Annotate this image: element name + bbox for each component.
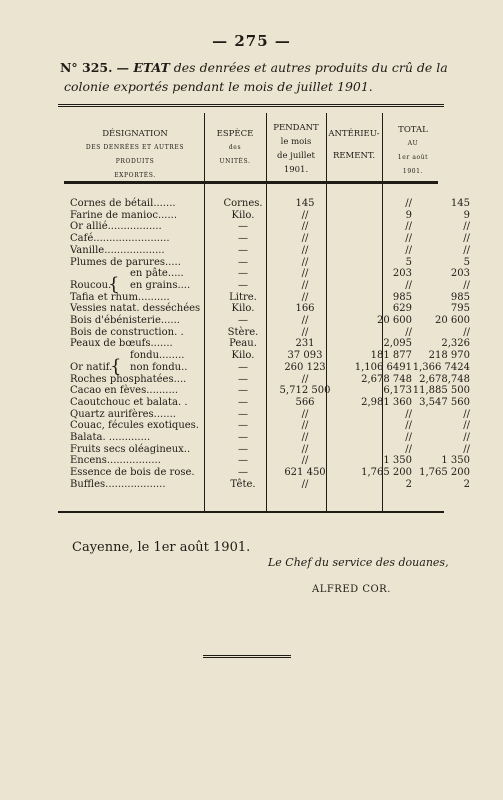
cell-c3: 2,326 (441, 338, 470, 350)
cell-unit: Peau. (229, 338, 257, 350)
cell-c1: 566 (295, 396, 315, 408)
cell-c2: 20 600 (377, 315, 412, 326)
cell-c2: 2,981 360 (361, 396, 412, 408)
table-row (70, 408, 470, 420)
cell-unit: — (238, 279, 248, 291)
cell-c1: // (301, 408, 309, 420)
table-row (70, 467, 470, 479)
cell-c1: 231 (295, 338, 315, 350)
table-row (70, 420, 470, 432)
table-row (70, 455, 470, 467)
cell-name: en grains.... (130, 279, 191, 291)
cell-c2: // (405, 443, 412, 455)
table-row (70, 315, 470, 326)
cell-c1: 37 093 (287, 350, 323, 362)
cell-c1: 5,712 500 (279, 385, 331, 397)
cell-c2: 9 (405, 209, 412, 221)
cell-name: Encens................. (70, 455, 161, 467)
cell-c1: // (301, 455, 309, 467)
cell-name: Caoutchouc et balata. . (70, 396, 188, 408)
cell-unit: — (238, 361, 248, 373)
cell-name: Farine de manioc...... (70, 209, 178, 221)
cell-unit: — (238, 408, 248, 420)
cell-c1: // (301, 478, 309, 490)
cell-name: Café........................ (70, 233, 170, 245)
cell-c2: 203 (392, 268, 412, 280)
table-row (70, 221, 470, 233)
group-label-roucou: Roucou. { (70, 274, 120, 295)
cell-c2: 1 350 (383, 455, 412, 467)
cell-c3: // (463, 233, 470, 245)
cell-name: Essence de bois de rose. (70, 467, 195, 479)
cell-c2: 6,173 (383, 385, 412, 397)
cell-unit: — (238, 315, 248, 326)
cell-unit: — (238, 244, 248, 256)
cell-c3: 1 350 (441, 455, 470, 467)
header-pendant: PENDANT le mois de juillet 1901. (273, 123, 319, 175)
cell-unit: Stère. (227, 326, 259, 338)
cell-name: Buffles................... (70, 478, 166, 490)
cell-c3: 2 (463, 478, 470, 490)
cell-c2: 1,765 200 (361, 467, 412, 479)
cell-name: Couac, fécules exotiques. (70, 420, 199, 432)
table-row (70, 350, 470, 362)
group-label-or: Or natif. { (70, 356, 122, 377)
cell-c1: // (301, 291, 309, 303)
cell-c2: // (405, 244, 412, 256)
place-date: Cayenne, le 1er août 1901. (72, 540, 251, 555)
cell-c3: 20 600 (435, 315, 470, 326)
cell-c1: // (301, 233, 309, 245)
brace: { (110, 356, 122, 377)
cell-name: Vanille................... (70, 244, 165, 256)
table-row (70, 432, 470, 443)
heading-etat: — ETAT (116, 60, 170, 75)
cell-c1: // (301, 315, 309, 326)
cell-name: Bois de construction. . (70, 326, 184, 338)
cell-unit: — (238, 373, 248, 385)
cell-c3: 218 970 (428, 350, 470, 362)
export-table (58, 104, 470, 513)
cell-name: Roches phosphatées.... (70, 373, 187, 385)
cell-c3: // (463, 420, 470, 432)
cell-unit: — (238, 221, 248, 233)
cell-c3: 1,765 200 (419, 467, 470, 479)
table-row (70, 326, 470, 338)
table-row (70, 443, 470, 455)
cell-unit: — (238, 420, 248, 432)
cell-name: Bois d'ébénisterie...... (70, 315, 180, 326)
header-anterieurement: ANTÉRIEU- REMENT. (328, 129, 380, 161)
cell-c1: // (301, 221, 309, 233)
table-row (70, 373, 470, 385)
cell-unit: — (238, 443, 248, 455)
cell-c1: // (301, 209, 309, 221)
cell-name: Balata. ............. (70, 432, 151, 443)
cell-name: Tafia et rhum.......... (70, 291, 170, 303)
cell-unit: — (238, 385, 248, 397)
cell-c3: // (463, 221, 470, 233)
cell-unit: Cornes. (223, 198, 263, 209)
cell-unit: — (238, 467, 248, 479)
cell-c3: // (463, 432, 470, 443)
cell-name: Plumes de parures..... (70, 256, 181, 268)
table-row (70, 385, 470, 397)
table-row (70, 233, 470, 245)
page-number: — 275 — (212, 32, 291, 50)
cell-c2: 629 (392, 303, 412, 315)
cell-c3: 1,366 7424 (412, 361, 470, 373)
cell-c1: 260 123 (284, 361, 326, 373)
cell-c1: // (301, 244, 309, 256)
brace: { (108, 274, 120, 295)
cell-c1: 621 450 (284, 467, 326, 479)
cell-unit: Kilo. (231, 350, 255, 362)
header-espece: ESPÈCE des UNITÉS. (216, 129, 254, 165)
cell-name: Cacao en fèves.......... (70, 385, 179, 397)
cell-unit: Kilo. (231, 303, 255, 315)
cell-name: Cornes de bétail....... (70, 198, 176, 209)
cell-c2: // (405, 326, 412, 338)
table-row (70, 209, 470, 221)
cell-unit: — (238, 396, 248, 408)
cell-unit: Litre. (229, 291, 257, 303)
cell-unit: — (238, 268, 248, 280)
cell-c3: // (463, 443, 470, 455)
closing-rule (203, 655, 291, 658)
cell-c1: // (301, 432, 309, 443)
cell-c3: // (463, 408, 470, 420)
cell-c2: 2,095 (383, 338, 412, 350)
cell-c3: 795 (450, 303, 470, 315)
cell-name: fondu........ (130, 350, 185, 362)
cell-c1: // (301, 268, 309, 280)
table-row (70, 244, 470, 256)
cell-c2: 2 (405, 478, 412, 490)
cell-name: Fruits secs oléagineux.. (70, 443, 191, 455)
cell-name: non fondu.. (130, 361, 188, 373)
cell-name: Peaux de bœufs....... (70, 338, 173, 350)
cell-c3: 2,678,748 (419, 373, 470, 385)
table-row (70, 198, 470, 209)
cell-c1: 166 (295, 303, 315, 315)
cell-c2: 181 877 (370, 350, 412, 362)
cell-unit: — (238, 455, 248, 467)
cell-unit: — (238, 256, 248, 268)
cell-c2: 985 (392, 291, 412, 303)
table-row (70, 396, 470, 408)
signature-name: ALFRED COR. (312, 584, 391, 595)
table-row (70, 338, 470, 350)
table-row (70, 478, 470, 490)
cell-c1: // (301, 279, 309, 291)
cell-c3: 5 (463, 256, 470, 268)
cell-c2: // (405, 432, 412, 443)
cell-c2: // (405, 420, 412, 432)
heading-line1: des denrées et autres produits du crû de la (173, 60, 448, 75)
header-designation: DÉSIGNATION DES DENRÉES ET AUTRES PRODUITS EXPORTÉS. (85, 129, 185, 179)
heading-number: N° 325. (60, 60, 113, 75)
table-row (70, 291, 470, 303)
cell-c2: // (405, 279, 412, 291)
table-row (70, 256, 470, 268)
cell-c1: // (301, 443, 309, 455)
cell-c3: // (463, 244, 470, 256)
cell-c3: 203 (450, 268, 470, 280)
cell-c1: // (301, 326, 309, 338)
cell-name: Quartz aurifères....... (70, 408, 176, 420)
cell-c3: // (463, 326, 470, 338)
cell-name: Or allié................. (70, 221, 162, 233)
cell-unit: — (238, 233, 248, 245)
cell-c1: // (301, 373, 309, 385)
cell-name: en pâte..... (130, 268, 184, 280)
header-total: TOTAL AU 1er août 1901. (397, 125, 429, 175)
cell-c2: // (405, 233, 412, 245)
cell-c2: 2,678 748 (361, 373, 412, 385)
cell-c3: // (463, 279, 470, 291)
cell-name: Vessies natat. desséchées (70, 303, 201, 315)
cell-unit: Kilo. (231, 209, 255, 221)
signature-title: Le Chef du service des douanes, (268, 556, 449, 569)
cell-c3: 11,885 500 (412, 385, 470, 397)
cell-c3: 9 (463, 209, 470, 221)
cell-c2: // (405, 221, 412, 233)
cell-c1: // (301, 420, 309, 432)
document-heading (60, 58, 460, 96)
cell-c1: 145 (295, 198, 315, 209)
cell-c2: 5 (405, 256, 412, 268)
cell-c3: 145 (450, 198, 470, 209)
cell-unit: — (238, 432, 248, 443)
cell-c2: // (405, 408, 412, 420)
cell-c2: 1,106 6491 (354, 361, 412, 373)
heading-line2: colonie exportés pendant le mois de juillet 1901. (64, 79, 373, 94)
cell-c3: 985 (450, 291, 470, 303)
cell-c1: // (301, 256, 309, 268)
cell-c2: // (405, 198, 412, 209)
cell-c3: 3,547 560 (419, 396, 470, 408)
table-row (70, 303, 470, 315)
table-row (70, 268, 470, 280)
cell-unit: Tête. (230, 478, 256, 490)
